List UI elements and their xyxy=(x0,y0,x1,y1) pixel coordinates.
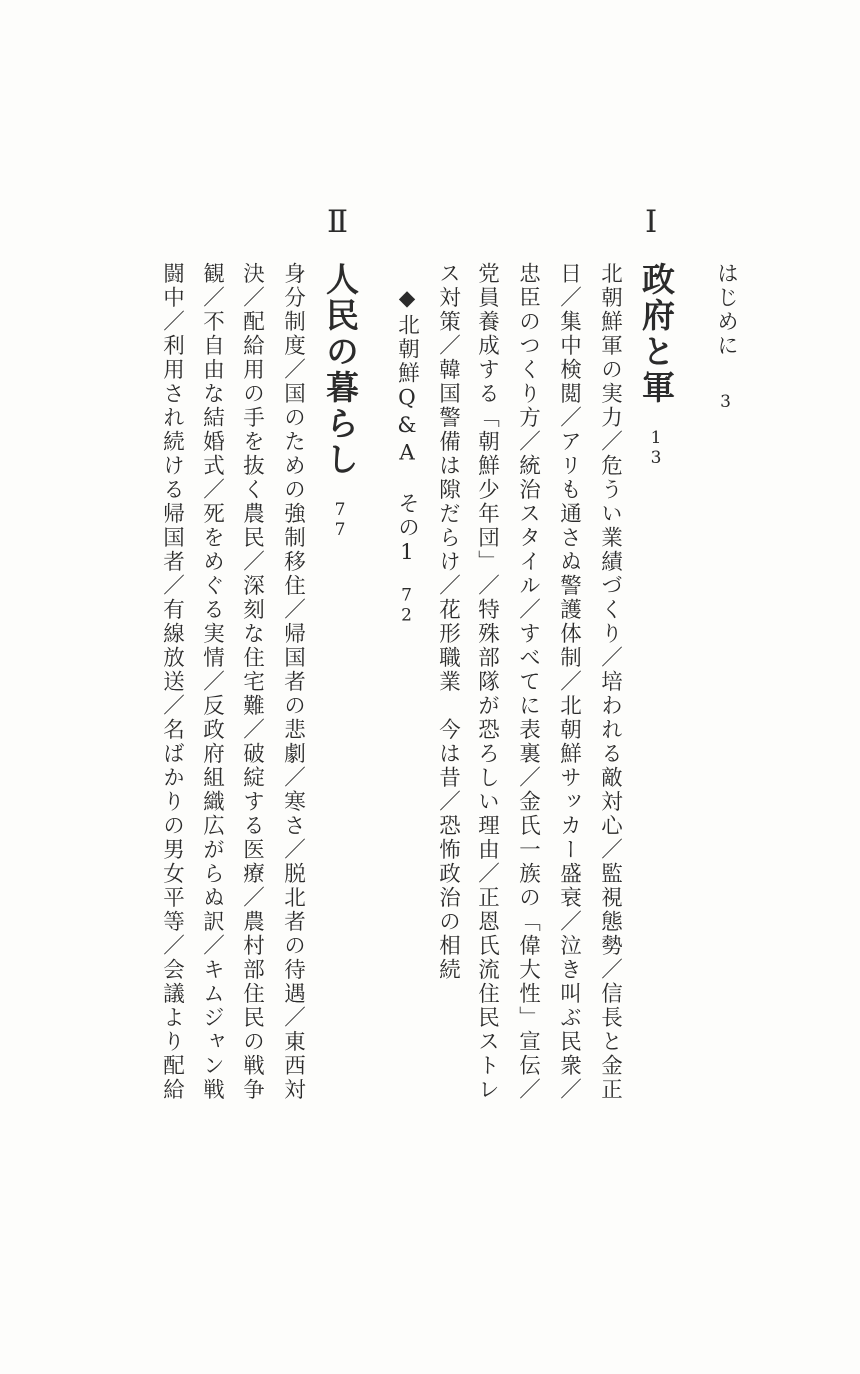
chapter1-line-4: 党員養成する「朝鮮少年団」／特殊部隊が恐ろしい理由／正恩氏流住民ストレ xyxy=(474,262,500,1102)
chapter2-line-2: 決／配給用の手を抜く農民／深刻な住宅難／破綻する医療／農村部住民の戦争 xyxy=(239,262,265,1102)
intro-title: はじめに xyxy=(713,262,739,358)
chapter1-line-1: 北朝鮮軍の実力／危うい業績づくり／培われる敵対心／監視態勢／信長と金正 xyxy=(597,262,623,1102)
chapter1-title: 政府と軍 xyxy=(637,262,676,406)
chapter2-line-4: 闘中／利用され続ける帰国者／有線放送／名ばかりの男女平等／会議より配給 xyxy=(159,262,185,1102)
chapter2-title: 人民の暮らし xyxy=(321,262,360,478)
chapter1-line-3: 忠臣のつくり方／統治スタイル／すべてに表裏／金氏一族の「偉大性」宣伝／ xyxy=(515,262,541,1102)
chapter2-numeral: Ⅱ xyxy=(327,204,349,239)
chapter2-line-3: 観／不自由な結婚式／死をめぐる実情／反政府組織広がらぬ訳／キムジャン戦 xyxy=(199,262,225,1102)
chapter1-qa-entry xyxy=(396,286,418,626)
chapter1-qa-page-number: 72 xyxy=(396,585,417,626)
chapter1-page-number: 13 xyxy=(646,428,666,468)
toc-entry-chapter1 xyxy=(637,262,676,468)
chapter1-line-2: 日／集中検閲／アリも通さぬ警護体制／北朝鮮サッカー盛衰／泣き叫ぶ民衆／ xyxy=(556,262,582,1102)
toc-entry-chapter2 xyxy=(321,262,360,540)
toc-entry-intro xyxy=(715,262,737,412)
chapter1-line-5: ス対策／韓国警備は隙だらけ／花形職業 今は昔／恐怖政治の相続 xyxy=(435,262,461,982)
chapter1-numeral: Ⅰ xyxy=(645,204,658,239)
intro-page-number: 3 xyxy=(715,392,736,412)
chapter2-line-1: 身分制度／国のための強制移住／帰国者の悲劇／寒さ／脱北者の待遇／東西対 xyxy=(280,262,306,1102)
chapter1-qa-label: ◆北朝鮮Q&A その1 xyxy=(394,286,420,568)
chapter2-page-number: 77 xyxy=(330,500,350,540)
